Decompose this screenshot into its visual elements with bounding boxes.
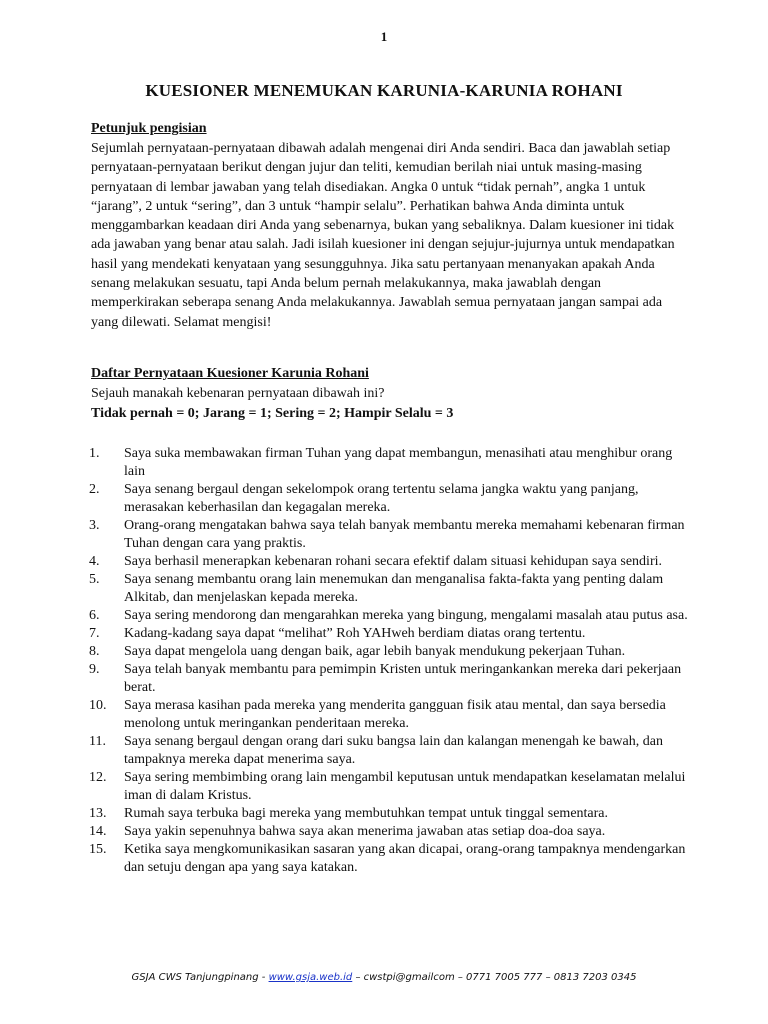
item-text: Saya dapat mengelola uang dengan baik, agar lebih banyak mendukung pekerjaan Tuhan. bbox=[124, 644, 626, 659]
list-item bbox=[89, 805, 689, 823]
list-question: Sejauh manakah kebenaran pernyataan dibawah ini? bbox=[91, 386, 385, 401]
instructions-heading: Petunjuk pengisian bbox=[91, 121, 207, 136]
item-text: Saya sering mendorong dan mengarahkan mereka yang bingung, mengalami masalah atau putus asa. bbox=[124, 608, 688, 623]
list-item bbox=[89, 481, 689, 517]
item-number: 12. bbox=[89, 770, 107, 785]
instructions-section bbox=[91, 119, 691, 332]
item-text: Saya senang bergaul dengan orang dari suku bangsa lain dan kalangan menengah ke bawah, dan tampaknya mereka dapat menerima saya. bbox=[124, 734, 663, 767]
list-item bbox=[89, 823, 689, 841]
list-item bbox=[89, 553, 689, 571]
item-text: Saya telah banyak membantu para pemimpin Kristen untuk meringankankan mereka dari pekerjaan berat. bbox=[124, 662, 682, 695]
item-number: 2. bbox=[89, 482, 100, 497]
item-number: 9. bbox=[89, 662, 100, 677]
item-text: Saya sering membimbing orang lain mengambil keputusan untuk mendapatkan keselamatan melalui iman di dalam Kristus. bbox=[124, 770, 686, 803]
item-number: 4. bbox=[89, 554, 100, 569]
item-number: 1. bbox=[89, 446, 100, 461]
item-number: 6. bbox=[89, 608, 100, 623]
item-text: Rumah saya terbuka bagi mereka yang membutuhkan tempat untuk tinggal sementara. bbox=[124, 806, 609, 821]
item-number: 14. bbox=[89, 824, 107, 839]
item-number: 10. bbox=[89, 698, 107, 713]
list-item bbox=[89, 607, 689, 625]
item-number: 7. bbox=[89, 626, 100, 641]
item-text: Saya senang membantu orang lain menemukan dan menganalisa fakta-fakta yang penting dalam Alkitab, dan menjelaskan kepada mereka. bbox=[124, 572, 664, 605]
list-item bbox=[89, 841, 689, 877]
footer bbox=[0, 972, 768, 983]
list-item bbox=[89, 571, 689, 607]
footer-website-link[interactable]: www.gsja.web.id bbox=[268, 972, 353, 983]
instructions-text: Sejumlah pernyataan-pernyataan dibawah adalah mengenai diri Anda sendiri. Baca dan jawablah setiap pernyataan-pernyataan berikut dengan jujur dan teliti, kemudian berilah niai untuk masing-masing pernyataan di lembar jawaban yang telah disediakan. Angka 0 untuk “tidak pernah”, angka 1 untuk “jarang”, 2 untuk “sering”, dan 3 untuk “hampir selalu”. Perhatikan bahwa Anda diminta untuk menggambarkan keadaan diri Anda yang sebenarnya, bukan yang sebaliknya. Dalam kuesioner ini tidak ada jawaban yang benar atau salah. Jadi isilah kuesioner ini dengan sejujur-jujurnya untuk mendapatkan hasil yang mendekati kenyataan yang sesungguhnya. Jika satu pertanyaan menanyakan apakah Anda senang melakukan sesuatu, tapi Anda belum pernah melakukannya, maka jawablah dengan memperkirakan seberapa senang Anda melakukannya. Jawablah semua pernyataan jangan sampai ada yang dilewati. Selamat mengisi! bbox=[91, 141, 675, 330]
item-number: 8. bbox=[89, 644, 100, 659]
page-number: 1 bbox=[380, 29, 388, 44]
item-text: Orang-orang mengatakan bahwa saya telah banyak membantu mereka memahami kebenaran firman Tuhan dengan cara yang praktis. bbox=[124, 518, 685, 551]
document-title: KUESIONER MENEMUKAN KARUNIA-KARUNIA ROHANI bbox=[145, 81, 623, 100]
item-number: 5. bbox=[89, 572, 100, 587]
statements-intro bbox=[91, 364, 691, 424]
footer-prefix: GSJA CWS Tanjungpinang - bbox=[131, 972, 269, 983]
list-item bbox=[89, 643, 689, 661]
item-text: Saya merasa kasihan pada mereka yang menderita gangguan fisik atau mental, dan saya bersedia menolong untuk meringankan penderitaan mereka. bbox=[124, 698, 666, 731]
item-text: Saya senang bergaul dengan sekelompok orang tertentu selama jangka waktu yang panjang, merasakan keberhasilan dan kegagalan mereka. bbox=[124, 482, 639, 515]
item-text: Kadang-kadang saya dapat “melihat” Roh YAHweh berdiam diatas orang tertentu. bbox=[124, 626, 586, 641]
list-item bbox=[89, 697, 689, 733]
list-item bbox=[89, 517, 689, 553]
list-item bbox=[89, 625, 689, 643]
item-text: Saya suka membawakan firman Tuhan yang dapat membangun, menasihati atau menghibur orang lain bbox=[124, 446, 673, 479]
list-item bbox=[89, 769, 689, 805]
item-number: 11. bbox=[89, 734, 106, 749]
list-item bbox=[89, 661, 689, 697]
footer-contact: – cwstpi@gmailcom – 0771 7005 777 – 0813 7203 0345 bbox=[352, 972, 637, 983]
list-heading: Daftar Pernyataan Kuesioner Karunia Rohani bbox=[91, 366, 369, 381]
item-text: Ketika saya mengkomunikasikan sasaran yang akan dicapai, orang-orang tampaknya mendengarkan dan setuju dengan apa yang saya katakan. bbox=[124, 842, 686, 875]
item-text: Saya yakin sepenuhnya bahwa saya akan menerima jawaban atas setiap doa-doa saya. bbox=[124, 824, 606, 839]
item-number: 15. bbox=[89, 842, 107, 857]
list-item bbox=[89, 445, 689, 481]
list-item bbox=[89, 733, 689, 769]
statement-list bbox=[89, 445, 689, 877]
item-text: Saya berhasil menerapkan kebenaran rohani secara efektif dalam situasi kehidupan saya sendiri. bbox=[124, 554, 663, 569]
rating-scale: Tidak pernah = 0; Jarang = 1; Sering = 2; Hampir Selalu = 3 bbox=[91, 406, 454, 421]
item-number: 13. bbox=[89, 806, 107, 821]
item-number: 3. bbox=[89, 518, 100, 533]
